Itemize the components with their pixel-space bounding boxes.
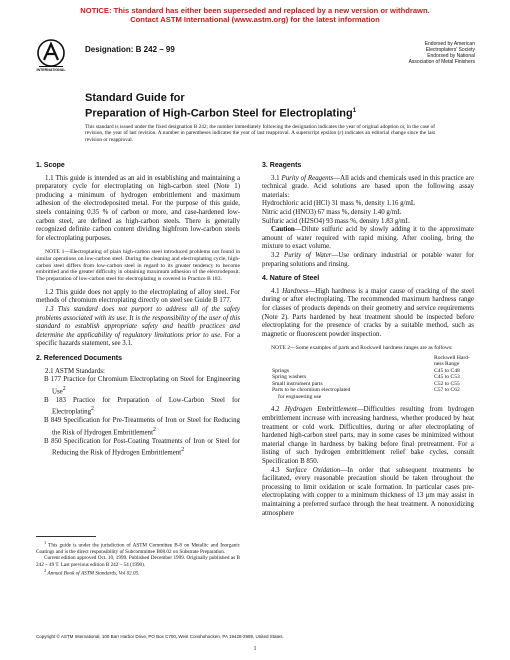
footnotes xyxy=(36,540,240,577)
paragraph-1-1: 1.1 This guide is intended as an aid in establishing and maintaining a preparatory cycle for electroplating on high-carbon steel (Note 1) producing a minimum of hydrogen embrittlement and maximum adhesion of the electrodeposited metal. For the purpose of this guide, steels containing 0.35 % of carbon or more, and case-hardened low-carbon steel, are defined as high-carbon steels. There is generally recognized definite carbon content dividing highfrom low-carbon steels for electroplating purposes. xyxy=(36,174,240,242)
endorsements xyxy=(409,41,475,65)
reference-item[interactable] xyxy=(36,438,240,458)
paragraph-1-2: 1.2 This guide does not apply to the electroplating of alloy steel. For methods of chromium electroplating directly on steel see Guide B 177. xyxy=(36,288,240,305)
safety-statement: 1.3 This standard does not purport to address all of the safety problems associated with its use. It is the responsibility of the user of this standard to establish appropriate safety and health practices and determine the applicability of regulatory limitations prior to use. xyxy=(36,306,240,339)
acid-line: Sulfuric acid (H2SO4) 93 mass %, density 1.83 g/mL xyxy=(262,217,410,225)
title-line-2: Preparation of High-Carbon Steel for Electroplating xyxy=(85,107,353,120)
table-row: Parts to be chromium electroplated C57 to C62 xyxy=(272,387,460,394)
footnote-1b: Current edition approved Oct. 10, 1999. Published December 1999. Originally published as B 242 – 49 T. Last previous edition B 242 – 54 (1990). xyxy=(36,555,240,568)
paragraph-4-3: 4.3 Surface Oxidation—In order that subsequent treatments be facilitated, every reasonable precaution should be taken throughout the processing to limit oxidation or scale formation. In particular cases pre-electroplating with copper to a minimum thickness of 13 μm may assist in maintaining a preferred surface through the heat treatment. A nonoxidizing atmosphere xyxy=(262,466,474,517)
section-heading-referenced-documents: 2. Referenced Documents xyxy=(36,355,122,363)
reference-text: B 177 Practice for Chromium Electroplating on Steel for Engineering Use xyxy=(44,376,240,396)
table-header: ness Range xyxy=(434,361,460,368)
hardness-table xyxy=(262,355,474,401)
preamble: This standard is issued under the fixed designation B 242; the number immediately following the designation indicates the year of original adoption or, in the case of revision, the year of last revision. A number in parentheses indicates the year of last reapproval. A superscript epsilon (ε) indicates an editorial change since the last revision or reapproval. xyxy=(85,124,435,143)
endorsement-line: Endorsed by American xyxy=(424,41,475,47)
endorsement-line: Endorsed by National xyxy=(427,53,475,59)
notice-line-2: Contact ASTM International (www.astm.org) for the latest information xyxy=(130,15,380,24)
reference-footnote: 2 xyxy=(91,406,94,413)
astm-logo xyxy=(36,38,66,76)
caution-label: Caution xyxy=(271,226,295,234)
paragraph-4-1: 4.1 Hardness—High hardness is a major cause of cracking of the steel during or after electroplating. The recommended maximum hardness range for classes of products depends on their geometry and service requirements (Note 2). Parts hardened by heat treatment should be inspected before electroplating for the presence of cracks by a suitable method, such as magnetic or fluorescent powder inspection. xyxy=(262,287,474,338)
table-row: Small instrument parts C52 to C55 xyxy=(272,380,460,387)
paragraph-3-1: 3.1 Purity of Reagents—All acids and chemicals used in this practice are technical grade. Acid solutions are based upon the following assay materials: xyxy=(262,174,474,199)
reference-text: B 183 Practice for Preparation of Low-Carbon Steel for Electroplating xyxy=(44,396,240,416)
section-heading-scope: 1. Scope xyxy=(36,162,65,169)
footnote-2: $^2$ Annual Book of ASTM Standards, Vol 02.05. xyxy=(44,567,140,577)
section-heading-reagents: 3. Reagents xyxy=(262,162,302,169)
reference-footnote: 2 xyxy=(181,447,185,454)
footnote-rule xyxy=(36,536,96,537)
endorsement-line: Electroplaters' Society xyxy=(425,47,475,53)
paragraph-4-2: 4.2 Hydrogen Embrittlement—Difficulties resulting from hydrogen embrittlement increase with increasing hardness, whether produced by heat treatment or cold work. Difficulties, during or after electroplating of hardened high-carbon steel parts, may in some cases be minimized without material change in hardness by baking before final pretreatment. For a listing of such hydrogen embrittlement relief bake cycles, consult Specification B 850. xyxy=(262,406,474,466)
section-heading-nature-of-steel: 4. Nature of Steel xyxy=(262,275,320,283)
table-row: Springs C45 to C48 xyxy=(272,367,460,374)
endorsement-line: Association of Metal Finishers xyxy=(408,59,475,65)
title-line-1: Standard Guide for xyxy=(85,92,185,104)
table-header: Rockwell Hard- xyxy=(434,354,470,361)
designation: Designation: B 242 – 99 xyxy=(85,45,175,54)
reference-item[interactable] xyxy=(36,376,240,396)
withdrawn-notice xyxy=(0,6,510,24)
paragraph-1-3 xyxy=(36,306,240,349)
document-title xyxy=(85,92,356,121)
reference-item[interactable] xyxy=(36,417,240,437)
notice-line-1: NOTICE: This standard has either been superseded and replaced by a new version or withdrawn. xyxy=(80,6,430,15)
caution-paragraph: Caution—Dilute sulfuric acid by slowly adding it to the approximate amount of water required with rapid mixing. After cooling, bring the mixture to exact volume. xyxy=(262,226,474,251)
footnote-1: $^1$ This guide is under the jurisdiction of ASTM Committee B-8 on Metallic and Inorganic Coatings and is the direct responsibility of Subcommittee B08.02 on Substrate Preparation. xyxy=(36,540,241,556)
reference-footnote: 2 xyxy=(62,385,66,392)
reference-item[interactable] xyxy=(36,397,240,417)
title-footnote-marker[interactable]: 1 xyxy=(352,108,357,114)
note-2: NOTE 2—Some examples of parts and Rockwell hardness ranges are as follows: xyxy=(271,345,453,352)
acid-line: Nitric acid (HNO3) 67 mass %, density 1.40 g/mL xyxy=(262,208,402,216)
right-column xyxy=(262,162,474,518)
copyright-notice: Copyright © ASTM International, 100 Barr Harbor Drive, PO Box C700, West Conshohocken, PA 19428-2959, United States. xyxy=(36,634,284,639)
table-row: for engineering use xyxy=(278,393,322,400)
paragraph-3-2: 3.2 Purity of Water—Use ordinary industrial or potable water for preparing solutions and rinsing. xyxy=(262,251,474,268)
astm-standards-label: 2.1 ASTM Standards: xyxy=(45,367,105,375)
logo-text: INTERNATIONAL xyxy=(36,68,66,72)
reference-text: B 849 Specification for Pre-Treatments of Iron or Steel for Reducing the Risk of Hydrogen Embrittlement xyxy=(44,417,240,437)
acid-line: Hydrochloric acid (HCl) 31 mass %, density 1.16 g/mL xyxy=(262,200,416,208)
reference-footnote: 2 xyxy=(153,426,156,433)
note-1: NOTE 1—Electroplating of plain high-carbon steel introduced problems not found in similar operations on low-carbon steel. During the cleaning and electroplating cycle, high-carbon steel differs from low-carbon steel in regard to its greater tendency to become embrittled and the greater difficulty in obtaining maximum adhesion of the electrodeposit. The preparation of low-carbon steel for electroplating is covered in Practice B 183. xyxy=(36,249,240,283)
table-row: Spring washers C45 to C53 xyxy=(272,374,460,381)
page-number: 1 xyxy=(253,646,257,652)
hazards-reference: For a specific hazards statement, see 3.1. xyxy=(36,331,240,348)
reference-text: B 850 Specification for Post-Coating Treatments of Iron or Steel for Reducing the Risk of Hydrogen Embrittlement xyxy=(44,437,240,457)
left-column xyxy=(36,162,240,458)
